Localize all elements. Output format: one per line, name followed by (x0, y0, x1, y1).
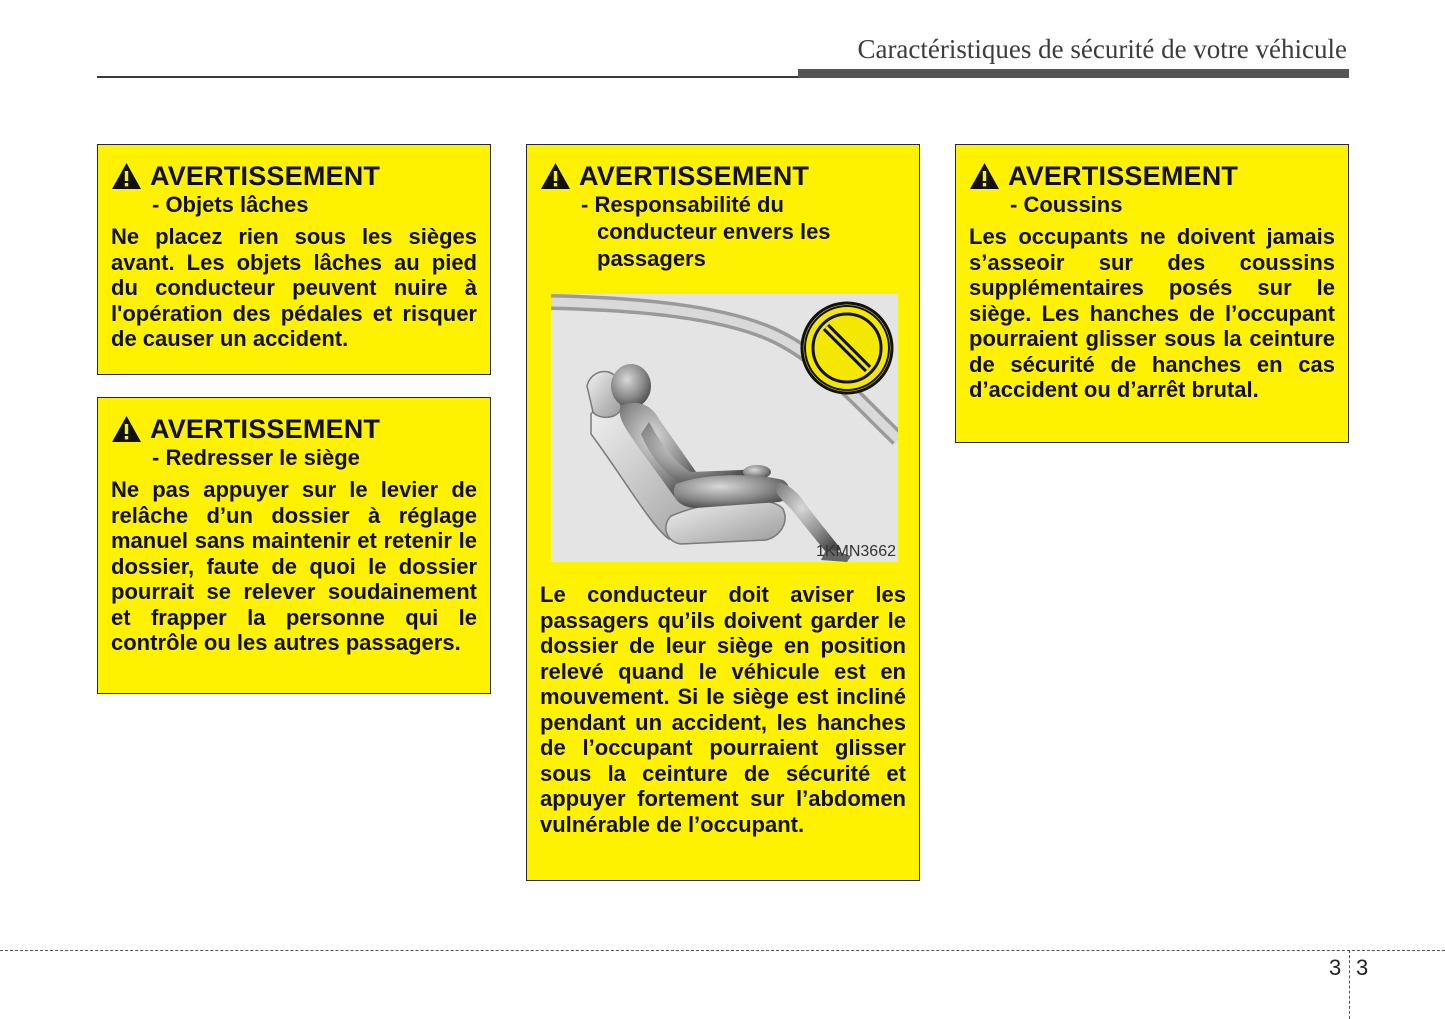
warning-body: Les occupants ne doivent jamais s’asseoir sur des coussins supplémentaires posés sur le siège. Les hanches de l’occupant pourraient glisser sous la ceinture de sécurité de hanches en cas d’accident ou d’arrêt brutal. (969, 224, 1335, 402)
footer-dashed-rule (0, 950, 1445, 951)
warning-triangle-icon (969, 162, 1000, 190)
page-number: 3 (1356, 955, 1369, 980)
warning-title: AVERTISSEMENT (1008, 160, 1239, 191)
warning-box-loose-objects (97, 144, 491, 375)
warning-box-driver-responsibility (526, 144, 920, 881)
warning-header (540, 161, 906, 191)
warning-triangle-icon (111, 415, 142, 443)
footer-dashed-divider (1349, 950, 1350, 1019)
warning-box-cushions (955, 144, 1349, 443)
warning-subtitle: - Objets lâches (152, 192, 309, 217)
warning-triangle-icon (540, 162, 571, 190)
warning-title: AVERTISSEMENT (150, 160, 381, 191)
warning-body: Ne placez rien sous les sièges avant. Les objets lâches au pied du conducteur peuvent nuire à l'opération des pédales et risquer de causer un accident. (111, 224, 477, 351)
warning-subtitle: - Coussins (1010, 192, 1123, 217)
warning-header (111, 414, 477, 444)
warning-box-seat-recline (97, 397, 491, 694)
warning-subtitle-line: conducteur envers les (597, 219, 831, 244)
warning-subtitle-line: - Responsabilité du (581, 192, 784, 217)
warning-body: Ne pas appuyer sur le levier de relâche d’un dossier à réglage manuel sans maintenir et retenir le dossier, faute de quoi le dossier pourrait se relever soudainement et frapper la personne qui le contrôle ou les autres passagers. (111, 477, 477, 655)
chapter-number: 3 (1329, 955, 1342, 980)
warning-header (969, 161, 1335, 191)
warning-title: AVERTISSEMENT (579, 160, 810, 191)
warning-triangle-icon (111, 162, 142, 190)
warning-header (111, 161, 477, 191)
header-bar (798, 69, 1349, 78)
warning-subtitle: - Redresser le siège (152, 445, 360, 470)
warning-title: AVERTISSEMENT (150, 413, 381, 444)
page-header-title: Caractéristiques de sécurité de votre véhicule (857, 34, 1347, 64)
warning-subtitle-line: passagers (597, 246, 706, 271)
reclined-seat-illustration (551, 294, 898, 562)
illustration-code: 1KMN3662 (815, 543, 896, 560)
warning-body: Le conducteur doit aviser les passagers qu’ils doivent garder le dossier de leur siège en position relevé quand le véhicule est en mouvement. Si le siège est incliné pendant un accident, les hanches de l’occupant pourraient glisser sous la ceinture de sécurité et appuyer fortement sur l’abdomen vulnérable de l’occupant. (540, 582, 906, 837)
prohibition-icon (799, 300, 895, 396)
